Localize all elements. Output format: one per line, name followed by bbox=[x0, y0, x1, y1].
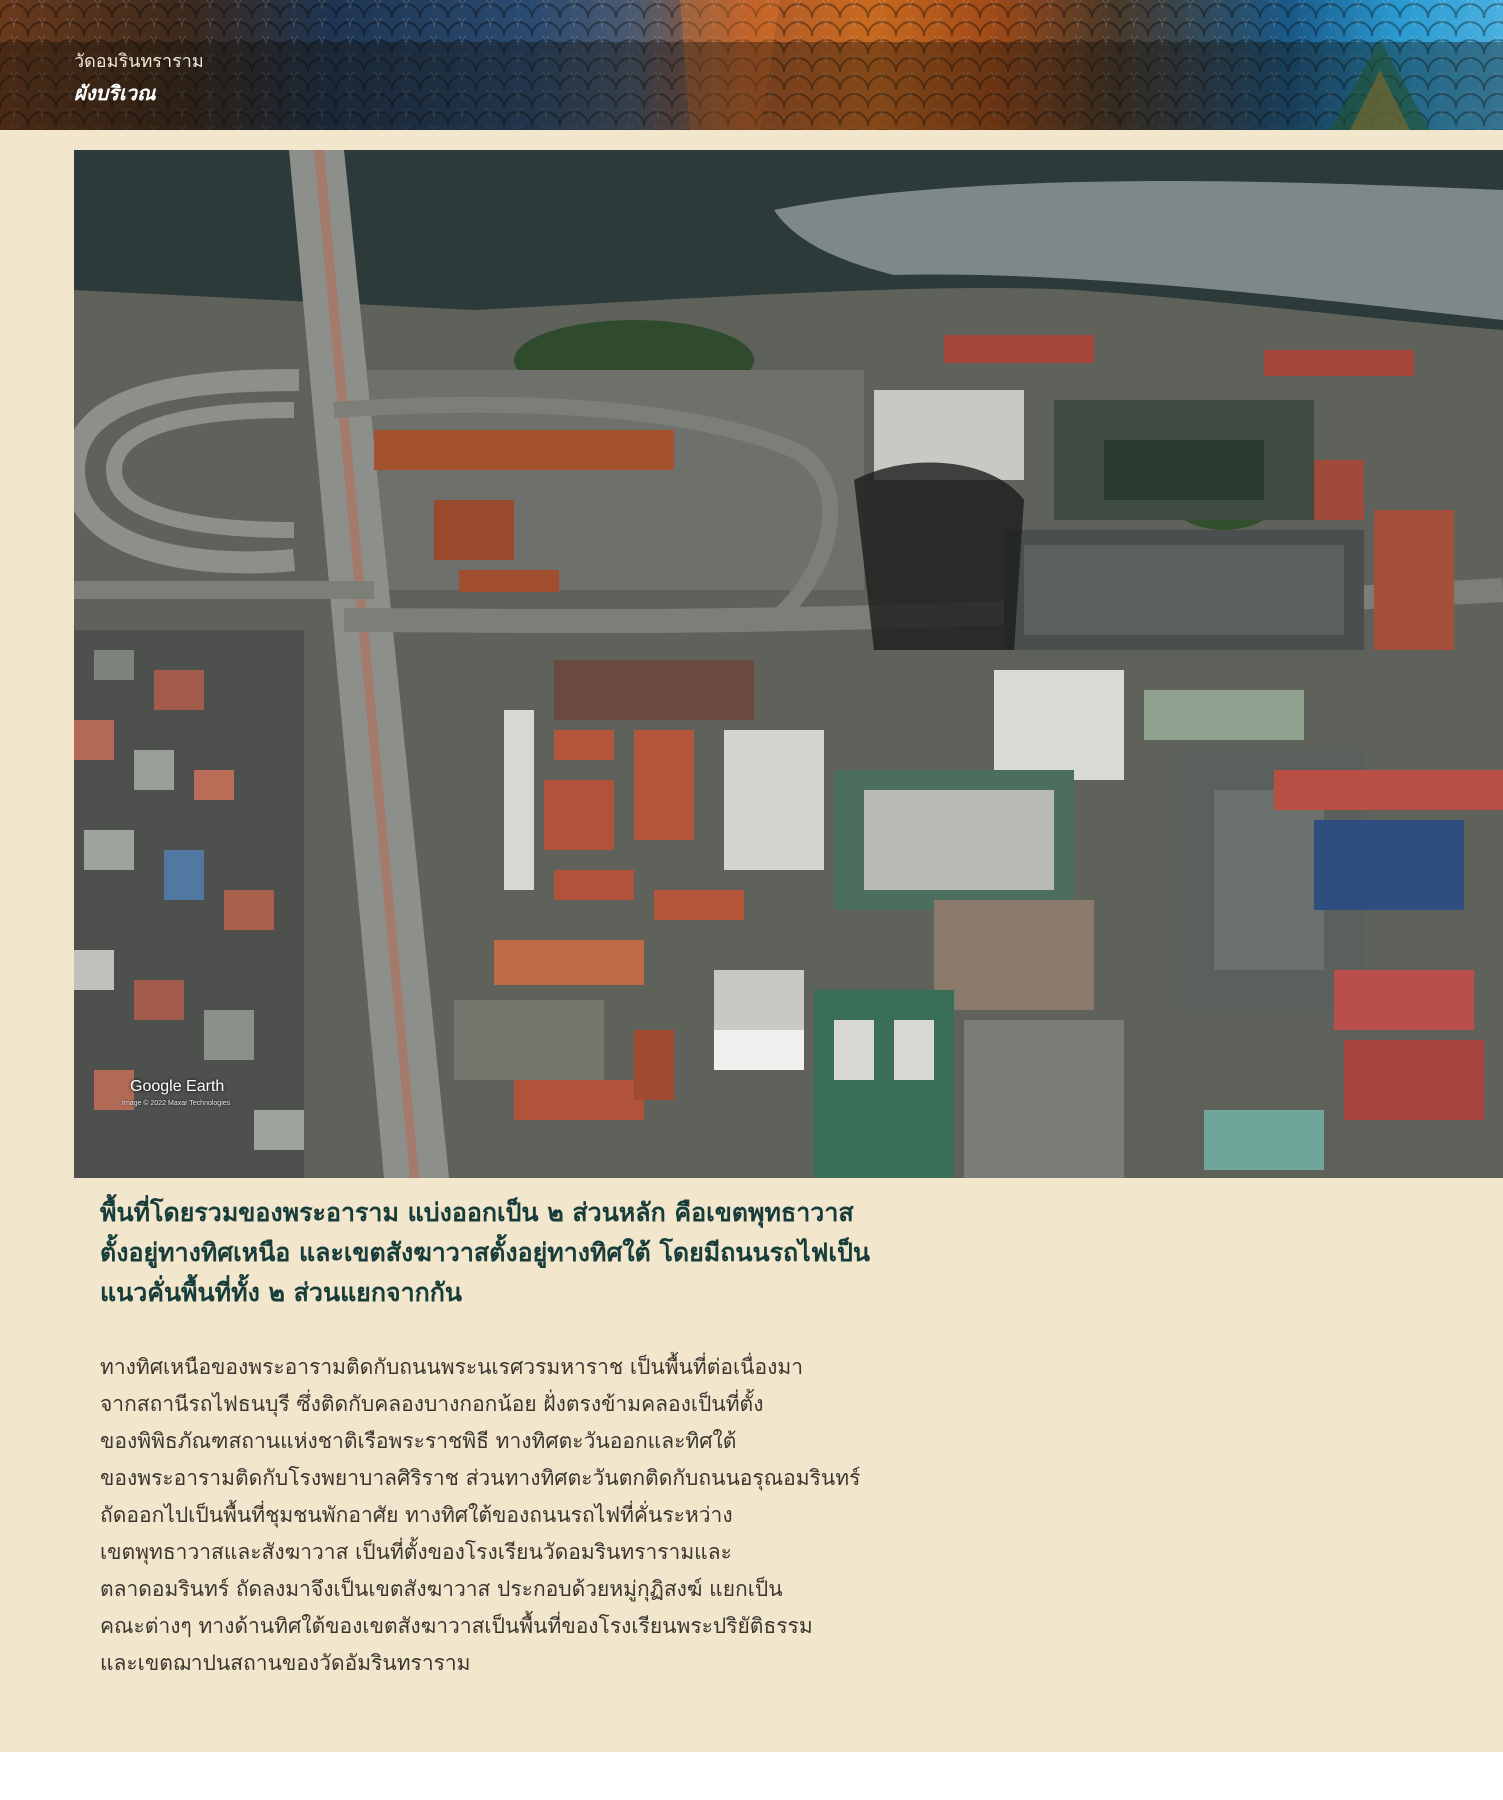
google-earth-logo: Google Earth bbox=[130, 1078, 225, 1095]
header-title: ผังบริเวณ bbox=[74, 81, 156, 105]
body-line: ของพระอารามติดกับโรงพยาบาลศิริราช ส่วนทางทิศตะวันตกติดกับถนนอรุณอมรินทร์ bbox=[100, 1466, 861, 1490]
body-line: ของพิพิธภัณฑสถานแห่งชาติเรือพระราชพิธี ทางทิศตะวันออกและทิศใต้ bbox=[100, 1429, 737, 1453]
header-subtitle: วัดอมรินทราราม bbox=[74, 51, 204, 72]
body-line: และเขตฌาปนสถานของวัดอัมรินทราราม bbox=[100, 1651, 471, 1675]
lead-paragraph bbox=[100, 1193, 950, 1313]
map-credit: Image © 2022 Maxar Technologies bbox=[122, 1100, 231, 1107]
body-line: ทางทิศเหนือของพระอารามติดกับถนนพระนเรศวรมหาราช เป็นพื้นที่ต่อเนื่องมา bbox=[100, 1355, 804, 1379]
body-line: คณะต่างๆ ทางด้านทิศใต้ของเขตสังฆาวาสเป็นพื้นที่ของโรงเรียนพระปริยัติธรรม bbox=[100, 1614, 813, 1638]
body-paragraph bbox=[100, 1349, 950, 1682]
body-line: ถัดออกไปเป็นพื้นที่ชุมชนพักอาศัย ทางทิศใต้ของถนนรถไฟที่คั่นระหว่าง bbox=[100, 1503, 733, 1527]
banner-shade bbox=[0, 42, 1503, 130]
body-line: เขตพุทธาวาสและสังฆาวาส เป็นที่ตั้งของโรงเรียนวัดอมรินทรารามและ bbox=[100, 1540, 732, 1564]
satellite-map-image bbox=[74, 150, 1503, 1178]
body-line: ตลาดอมรินทร์ ถัดลงมาจึงเป็นเขตสังฆาวาส ประกอบด้วยหมู่กุฏิสงฆ์ แยกเป็น bbox=[100, 1577, 783, 1601]
body-line: จากสถานีรถไฟธนบุรี ซึ่งติดกับคลองบางกอกน้อย ฝั่งตรงข้ามคลองเป็นที่ตั้ง bbox=[100, 1392, 764, 1416]
lead-line: แนวคั่นพื้นที่ทั้ง ๒ ส่วนแยกจากกัน bbox=[100, 1278, 463, 1307]
lead-line: พื้นที่โดยรวมของพระอาราม แบ่งออกเป็น ๒ ส่วนหลัก คือเขตพุทธาวาส bbox=[100, 1198, 854, 1227]
lead-line: ตั้งอยู่ทางทิศเหนือ และเขตสังฆาวาสตั้งอยู่ทางทิศใต้ โดยมีถนนรถไฟเป็น bbox=[100, 1238, 870, 1267]
satellite-map-drawing bbox=[74, 150, 1503, 1178]
header-banner bbox=[0, 0, 1503, 130]
